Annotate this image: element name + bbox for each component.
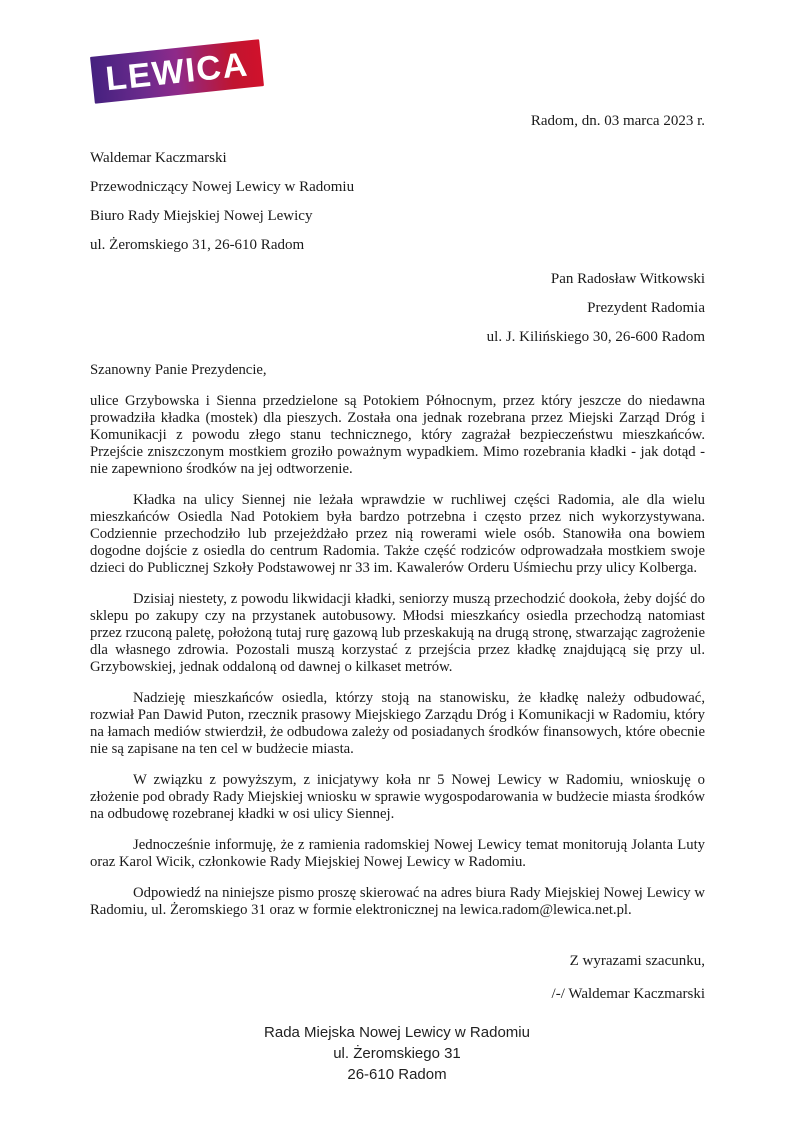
sender-block (90, 144, 705, 260)
sender-office: Biuro Rady Miejskiej Nowej Lewicy (90, 208, 313, 224)
footer-street: ul. Żeromskiego 31 (333, 1045, 461, 1062)
body-paragraph-6: Jednocześnie informuję, że z ramienia radomskiej Nowej Lewicy temat monitorują Jolanta Luty oraz Karol Wicik, członkowie Rady Miejskiej Nowej Lewicy w Radomiu. (90, 837, 705, 870)
sender-title: Przewodniczący Nowej Lewicy w Radomiu (90, 179, 355, 195)
valediction: Z wyrazami szacunku, (569, 953, 705, 969)
body-paragraph-1: ulice Grzybowska i Sienna przedzielone są Potokiem Północnym, przez który jeszcze do niedawna prowadziła kładka (mostek) dla pieszych. Została ona jednak rozebrana przez Miejski Zarząd Dróg i Komunikacji z powodu złego stanu technicznego, który zagrażał bezpieczeństwu mieszkańców. Przejście zniszczonym mostkiem groziło poważnym wypadkiem. Mimo rozebrania kładki - jak dotąd - nie zapewniono środków na jej odtworzenie. (90, 393, 705, 477)
recipient-title: Prezydent Radomia (587, 300, 705, 316)
body-paragraph-5: W związku z powyższym, z inicjatywy koła nr 5 Nowej Lewicy w Radomiu, wnioskuję o złożenie pod obrady Rady Miejskiej wniosku w sprawie wygospodarowania w budżecie miasta środków na odbudowę rozebranej kładki w osi ulicy Siennej. (90, 772, 705, 822)
recipient-address: ul. J. Kilińskiego 30, 26-600 Radom (486, 329, 705, 345)
footer-block (0, 1022, 794, 1085)
closing-block (90, 945, 705, 1011)
sender-address: ul. Żeromskiego 31, 26-610 Radom (90, 237, 305, 253)
footer-city: 26-610 Radom (347, 1066, 447, 1083)
sender-name: Waldemar Kaczmarski (90, 150, 227, 166)
body-paragraph-7: Odpowiedź na niniejsze pismo proszę skierować na adres biura Rady Miejskiej Nowej Lewicy w Radomiu, ul. Żeromskiego 31 oraz w formie elektronicznej na lewica.radom@lewica.net.pl. (90, 885, 705, 918)
body-paragraph-4: Nadzieję mieszkańców osiedla, którzy stoją na stanowisku, że kładkę należy odbudować, rozwiał Pan Dawid Puton, rzecznik prasowy Miejskiego Zarządu Dróg i Komunikacji w Radomiu, który na łamach mediów stwierdził, że odbudowa zależy od posiadanych środków finansowych, które obecnie nie są zapisane na ten cel w budżecie miasta. (90, 690, 705, 757)
body-paragraph-3: Dzisiaj niestety, z powodu likwidacji kładki, seniorzy muszą przechodzić dookoła, żeby dojść do sklepu po zakupy czy na przystanek autobusowy. Młodsi mieszkańcy osiedla przechodzą natomiast przez rzuconą paletę, położoną tutaj rurę gazową lub przeskakują na drugą stronę, stwarzając zagrożenie dla własnego zdrowia. Pozostali muszą korzystać z przejścia przez kładkę znajdującą się przy ul. Grzybowskiej, jednak oddaloną od dawnej o kilkaset metrów. (90, 591, 705, 675)
body-paragraph-2: Kładka na ulicy Siennej nie leżała wprawdzie w ruchliwej części Radomia, ale dla wielu mieszkańców Osiedla Nad Potokiem była bardzo potrzebna i często przez nich wykorzystywana. Codziennie przechodziło lub przejeżdżało przez nią rowerami wiele osób. Stanowiła ona bowiem dogodne dojście z osiedla do centrum Radomia. Także część rodziców odprowadzała mostkiem swoje dzieci do Publicznej Szkoły Podstawowej nr 33 im. Kawalerów Orderu Uśmiechu przy ulicy Kolberga. (90, 492, 705, 576)
signature: /-/ Waldemar Kaczmarski (551, 986, 705, 1002)
footer-org: Rada Miejska Nowej Lewicy w Radomiu (264, 1024, 530, 1041)
date-line: Radom, dn. 03 marca 2023 r. (530, 113, 705, 129)
lewica-logo-text: LEWICA (103, 45, 251, 98)
salutation: Szanowny Panie Prezydencie, (90, 362, 267, 378)
lewica-logo (90, 39, 264, 104)
recipient-name: Pan Radosław Witkowski (550, 271, 705, 287)
recipient-block (90, 265, 705, 352)
